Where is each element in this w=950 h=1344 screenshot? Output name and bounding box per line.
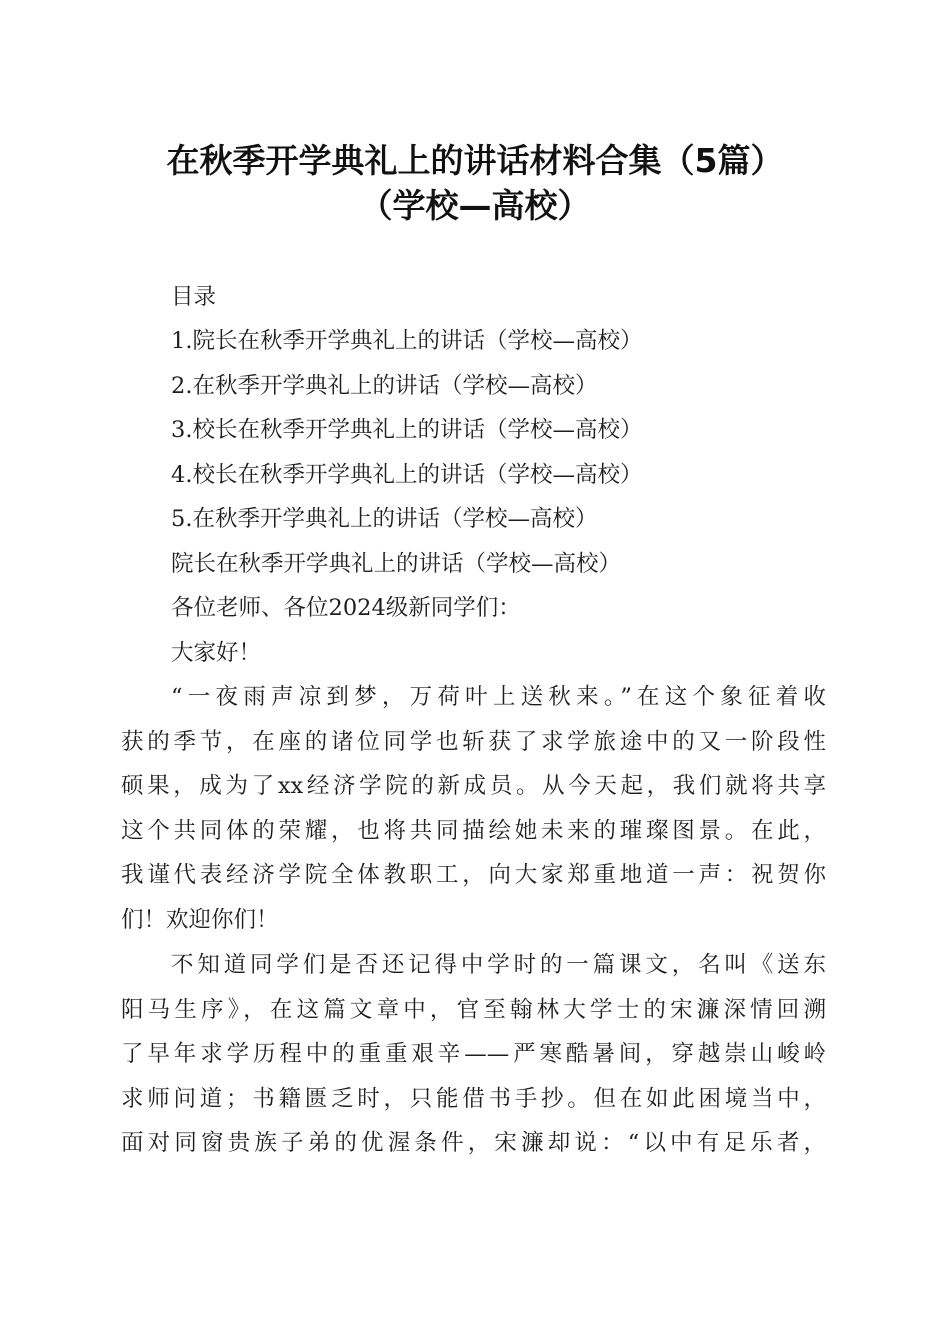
paragraph-1 — [121, 675, 826, 943]
paragraph-line: 们！欢迎你们！ — [121, 906, 279, 933]
section-title: 院长在秋季开学典礼上的讲话（学校—高校） — [171, 551, 622, 577]
greeting: 大家好！ — [171, 640, 262, 666]
paragraph-line: 了早年求学历程中的重重艰辛——严寒酷暑间，穿越崇山峻岭 — [121, 1041, 826, 1068]
toc-heading: 目录 — [171, 284, 217, 310]
document-title-line1: 在秋季开学典礼上的讲话材料合集（5篇） — [166, 141, 784, 180]
toc-item: 1.院长在秋季开学典礼上的讲话（学校—高校） — [171, 328, 643, 354]
toc-item: 5.在秋季开学典礼上的讲话（学校—高校） — [171, 506, 598, 532]
paragraph-line: 获的季节，在座的诸位同学也斩获了求学旅途中的又一阶段性 — [121, 728, 826, 755]
toc-item: 2.在秋季开学典礼上的讲话（学校—高校） — [171, 373, 598, 399]
paragraph-line: 硕果，成为了xx经济学院的新成员。从今天起，我们就将共享 — [121, 773, 826, 800]
toc-item: 4.校长在秋季开学典礼上的讲话（学校—高校） — [171, 462, 643, 488]
paragraph-line: 阳马生序》，在这篇文章中，官至翰林大学士的宋濂深情回溯 — [121, 996, 826, 1023]
paragraph-line: 面对同窗贵族子弟的优渥条件，宋濂却说：“以中有足乐者， — [121, 1130, 826, 1157]
paragraph-line: 不知道同学们是否还记得中学时的一篇课文，名叫《送东 — [171, 952, 826, 978]
salutation: 各位老师、各位2024级新同学们： — [171, 595, 521, 621]
paragraph-line: 这个共同体的荣耀，也将共同描绘她未来的璀璨图景。在此， — [121, 817, 826, 844]
document-title-line2: （学校—高校） — [359, 186, 591, 225]
paragraph-line: 求师问道；书籍匮乏时，只能借书手抄。但在如此困境当中， — [121, 1085, 826, 1112]
paragraph-2 — [121, 943, 826, 1166]
paragraph-line: 我谨代表经济学院全体教职工，向大家郑重地道一声：祝贺你 — [121, 862, 826, 889]
toc-item: 3.校长在秋季开学典礼上的讲话（学校—高校） — [171, 417, 643, 443]
paragraph-line: “一夜雨声凉到梦，万荷叶上送秋来。”在这个象征着收 — [171, 684, 826, 710]
